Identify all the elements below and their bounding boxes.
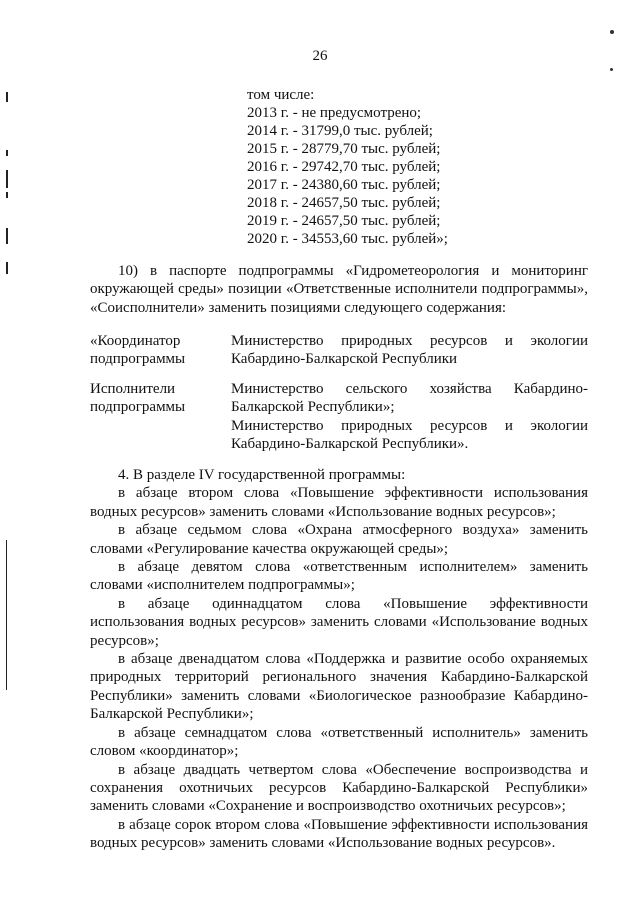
scan-margin-mark xyxy=(6,228,8,244)
section-heading: 4. В разделе IV государственной программы: xyxy=(118,467,406,483)
scan-margin-mark xyxy=(6,262,8,274)
amounts-line: 2017 г. - 24380,60 тыс. рублей; xyxy=(247,177,441,193)
amendment-item: в абзаце семнадцатом слова «ответственный исполнитель» заменить словом «координатор»; xyxy=(90,724,588,760)
scan-margin-mark xyxy=(6,540,7,690)
amendment-item: в абзаце сорок втором слова «Повышение эффективности использования водных ресурсов» заменить словами «Использование водных ресурсов». xyxy=(90,816,588,852)
amounts-line: 2015 г. - 28779,70 тыс. рублей; xyxy=(247,141,441,157)
amounts-line: 2019 г. - 24657,50 тыс. рублей; xyxy=(247,213,441,229)
amendment-item: в абзаце двадцать четвертом слова «Обеспечение воспроизводства и сохранения охотничьих ресурсов Кабардино-Балкарской Республики» заменить словами «Сохранение и воспроизводство охотничьих ресурсов»; xyxy=(90,761,588,815)
amounts-line: 2018 г. - 24657,50 тыс. рублей; xyxy=(247,195,441,211)
row-label: Исполнители подпрограммы xyxy=(90,381,186,416)
section-4 xyxy=(90,466,588,853)
page-number: 26 xyxy=(312,48,328,64)
scan-margin-mark xyxy=(6,192,8,198)
row-value: Министерство природных ресурсов и экологии Кабардино-Балкарской Республики xyxy=(231,333,588,368)
row-label: «Координатор подпрограммы xyxy=(90,333,186,368)
amounts-line: том числе: xyxy=(247,87,315,103)
row-value: Министерство сельского хозяйства Кабардино-Балкарской Республики»; xyxy=(231,381,588,416)
scan-margin-mark xyxy=(6,92,8,102)
amendment-item: в абзаце втором слова «Повышение эффективности использования водных ресурсов» заменить словами «Использование водных ресурсов»; xyxy=(90,485,588,520)
scan-margin-mark xyxy=(6,170,8,188)
amounts-line: 2014 г. - 31799,0 тыс. рублей; xyxy=(247,123,433,139)
funding-amounts-list xyxy=(247,86,448,248)
amendment-item: в абзаце седьмом слова «Охрана атмосферного воздуха» заменить словами «Регулирование качества окружающей среды»; xyxy=(90,522,588,557)
item-10-paragraph xyxy=(90,262,588,317)
scan-margin-mark xyxy=(6,150,8,156)
amounts-line: 2016 г. - 29742,70 тыс. рублей; xyxy=(247,159,441,175)
amendment-item: в абзаце двенадцатом слова «Поддержка и развитие особо охраняемых природных территорий регионального значения Кабардино-Балкарской Республики» заменить словами «Биологическое разнообразие Кабардино-Балкарской Республики»; xyxy=(90,651,588,723)
amendment-item: в абзаце одиннадцатом слова «Повышение эффективности использования водных ресурсов» заменить словами «Использование водных ресурсов»; xyxy=(90,595,588,649)
amendment-item: в абзаце девятом слова «ответственным исполнителем» заменить словами «исполнителем подпрограммы»; xyxy=(90,559,588,594)
amounts-line: 2020 г. - 34553,60 тыс. рублей»; xyxy=(247,231,448,247)
scan-speck xyxy=(610,68,613,71)
paragraph-text: 10) в паспорте подпрограммы «Гидрометеорология и мониторинг окружающей среды» позиции «Ответственные исполнители подпрограммы», «Соисполнители» заменить позициями следующего содержания: xyxy=(90,263,588,316)
scan-speck xyxy=(610,30,614,34)
row-value: Министерство природных ресурсов и экологии Кабардино-Балкарской Республики». xyxy=(231,417,588,453)
row-value-group xyxy=(231,380,588,454)
amounts-line: 2013 г. - не предусмотрено; xyxy=(247,105,422,121)
